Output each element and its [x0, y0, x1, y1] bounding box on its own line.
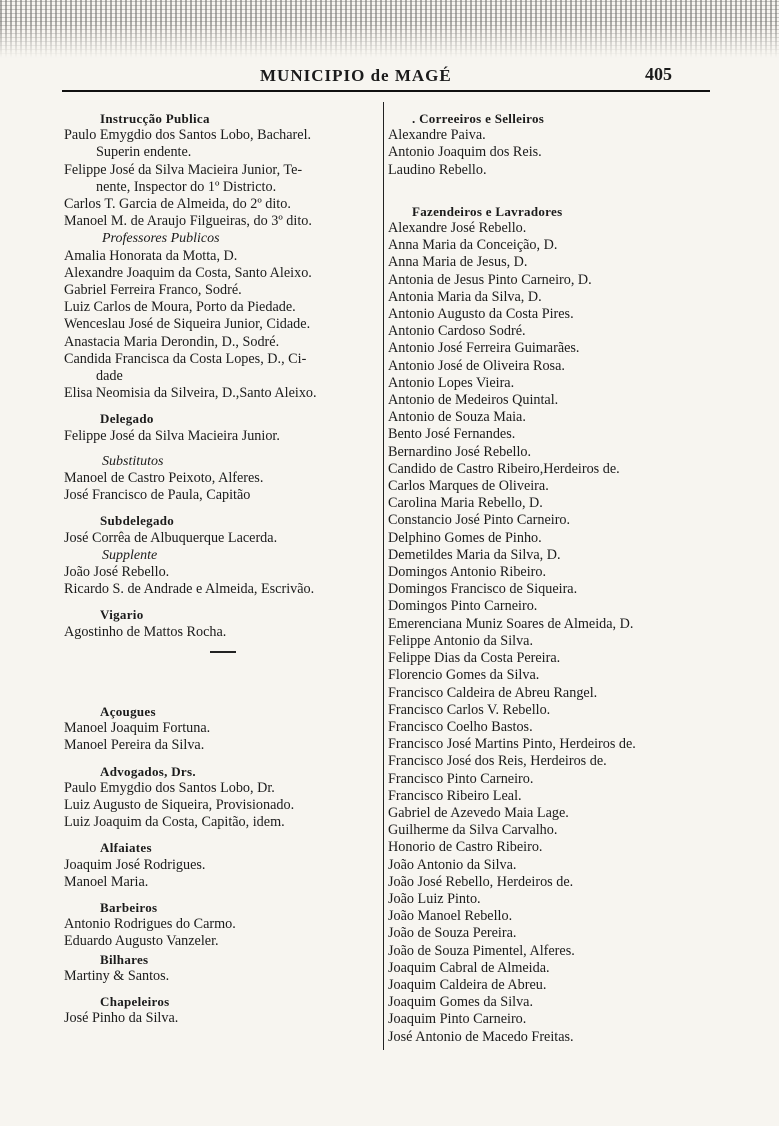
list-item: Agostinho de Mattos Rocha. [64, 623, 227, 640]
list-item: Martiny & Santos. [64, 967, 170, 984]
header-rule [62, 90, 710, 92]
list-item: Felippe José da Silva Macieira Junior. [64, 427, 280, 444]
list-item: Bernardino José Rebello. [388, 443, 532, 460]
list-item: Paulo Emygdio dos Santos Lobo, Bacharel. Superin endente. [64, 127, 312, 161]
list-item: Domingos Antonio Ribeiro. [388, 564, 547, 581]
list-item: Anna Maria da Conceição, D. [388, 237, 558, 254]
list-item: Antonia de Jesus Pinto Carneiro, D. [388, 271, 592, 288]
correeiros-list [388, 127, 718, 179]
list-item: Manoel Joaquim Fortuna. [64, 720, 211, 737]
list-item: José Antonio de Macedo Freitas. [388, 1028, 574, 1045]
list-item: João José Rebello, Herdeiros de. [388, 873, 574, 890]
list-item: Anna Maria de Jesus, D. [388, 254, 528, 271]
section-heading: Bilhares [100, 951, 149, 967]
list-item: Ricardo S. de Andrade e Almeida, Escrivão. [64, 581, 315, 598]
right-column [388, 110, 718, 1046]
list-item: Demetildes Maria da Silva, D. [388, 546, 561, 563]
list-item: Paulo Emygdio dos Santos Lobo, Dr. [64, 779, 275, 796]
sub-heading: Supplente [102, 547, 158, 563]
list-item: Felippe José da Silva Macieira Junior, Te- nente, Inspector do 1º Districto. [64, 161, 303, 195]
list-item: Joaquim Pinto Carneiro. [388, 1011, 527, 1028]
list-item: Manoel M. de Araujo Filgueiras, do 3º dito. [64, 213, 312, 230]
scan-noise [0, 0, 779, 58]
list-item: José Francisco de Paula, Capitão [64, 487, 251, 504]
list-item: Antonio de Medeiros Quintal. [388, 392, 559, 409]
list-item: Francisco Carlos V. Rebello. [388, 701, 551, 718]
section-heading: Vigario [100, 607, 144, 623]
list-item: Elisa Neomisia da Silveira, D.,Santo Aleixo. [64, 385, 317, 402]
list-item: João Luiz Pinto. [388, 890, 481, 907]
list-item: Manoel de Castro Peixoto, Alferes. [64, 470, 264, 487]
section-heading: Delegado [100, 411, 154, 427]
list-item: José Pinho da Silva. [64, 1010, 179, 1027]
list-item: Amalia Honorata da Motta, D. [64, 247, 238, 264]
list-item: Francisco Ribeiro Leal. [388, 787, 522, 804]
section-heading: Barbeiros [100, 899, 158, 915]
section-heading: Açougues [100, 703, 156, 719]
list-item: Wenceslau José de Siqueira Junior, Cidade. [64, 316, 311, 333]
list-item: Emerenciana Muniz Soares de Almeida, D. [388, 615, 634, 632]
section-heading: Fazendeiros e Lavradores [412, 203, 563, 219]
list-item: Francisco Pinto Carneiro. [388, 770, 534, 787]
list-item: Joaquim Gomes da Silva. [388, 994, 534, 1011]
list-item: Candida Francisca da Costa Lopes, D., Ci- dade [64, 350, 307, 385]
list-item: Antonio de Souza Maia. [388, 409, 526, 426]
list-item: Manoel Pereira da Silva. [64, 737, 205, 754]
list-item: Laudino Rebello. [388, 161, 487, 178]
list-item: Joaquim Caldeira de Abreu. [388, 976, 547, 993]
list-item: Guilherme da Silva Carvalho. [388, 822, 558, 839]
list-item: Alexandre Paiva. [388, 127, 486, 144]
list-item: Antonia Maria da Silva, D. [388, 288, 542, 305]
list-item: Domingos Francisco de Siqueira. [388, 581, 578, 598]
section-heading: Advogados, Drs. [100, 763, 196, 779]
list-item: Alexandre José Rebello. [388, 220, 527, 237]
running-head: MUNICIPIO de MAGÉ [260, 66, 452, 85]
list-item: Delphino Gomes de Pinho. [388, 529, 542, 546]
list-item: Francisco José Martins Pinto, Herdeiros de. [388, 736, 636, 753]
list-item: Honorio de Castro Ribeiro. [388, 839, 543, 856]
section-heading: Instrucção Publica [100, 111, 210, 126]
list-item: João José Rebello. [64, 564, 170, 581]
list-item: Carolina Maria Rebello, D. [388, 495, 543, 512]
section-heading: Subdelegado [100, 513, 175, 529]
list-item: Gabriel Ferreira Franco, Sodré. [64, 282, 242, 299]
sub-heading: Substitutos [102, 453, 164, 469]
list-item: Felippe Dias da Costa Pereira. [388, 650, 561, 667]
list-item: João de Souza Pimentel, Alferes. [388, 942, 575, 959]
list-item: João Antonio da Silva. [388, 856, 517, 873]
fazendeiros-list [388, 220, 718, 1046]
list-item: Florencio Gomes da Silva. [388, 667, 540, 684]
list-item: Antonio José de Oliveira Rosa. [388, 357, 565, 374]
list-item: Antonio José Ferreira Guimarães. [388, 340, 580, 357]
list-item: Bento José Fernandes. [388, 426, 516, 443]
list-item: Manoel Maria. [64, 873, 149, 890]
list-item: Joaquim Cabral de Almeida. [388, 959, 550, 976]
list-item: João de Souza Pereira. [388, 925, 517, 942]
list-item: Eduardo Augusto Vanzeler. [64, 933, 219, 950]
left-column [64, 110, 382, 1027]
list-item: Carlos Marques de Oliveira. [388, 478, 549, 495]
list-item: Candido de Castro Ribeiro,Herdeiros de. [388, 460, 620, 477]
list-item: Joaquim José Rodrigues. [64, 856, 206, 873]
list-item: José Corrêa de Albuquerque Lacerda. [64, 529, 278, 546]
list-item: Luiz Augusto de Siqueira, Provisionado. [64, 796, 295, 813]
list-item: Francisco Caldeira de Abreu Rangel. [388, 684, 598, 701]
list-item: Carlos T. Garcia de Almeida, do 2º dito. [64, 196, 291, 213]
list-item: Antonio Rodrigues do Carmo. [64, 916, 236, 933]
list-item: Constancio José Pinto Carneiro. [388, 512, 571, 529]
list-item: Antonio Joaquim dos Reis. [388, 144, 542, 161]
list-item: Antonio Lopes Vieira. [388, 374, 515, 391]
section-heading: . Correeiros e Selleiros [412, 111, 545, 126]
list-item: Francisco Coelho Bastos. [388, 718, 533, 735]
list-item: Domingos Pinto Carneiro. [388, 598, 538, 615]
list-item: Antonio Cardoso Sodré. [388, 323, 526, 340]
list-item: Alexandre Joaquim da Costa, Santo Aleixo. [64, 264, 312, 281]
list-item: Antonio Augusto da Costa Pires. [388, 306, 574, 323]
list-item: Luiz Joaquim da Costa, Capitão, idem. [64, 814, 285, 831]
section-heading: Alfaiates [100, 840, 152, 856]
list-item: Francisco José dos Reis, Herdeiros de. [388, 753, 607, 770]
list-item: Felippe Antonio da Silva. [388, 632, 534, 649]
list-item: João Manoel Rebello. [388, 908, 513, 925]
list-item: Luiz Carlos de Moura, Porto da Piedade. [64, 299, 296, 316]
section-heading: Chapeleiros [100, 993, 170, 1009]
page-number: 405 [645, 64, 672, 84]
column-divider [383, 102, 384, 1050]
list-item: Anastacia Maria Derondin, D., Sodré. [64, 333, 280, 350]
sub-heading: Professores Publicos [102, 231, 220, 247]
list-item: Gabriel de Azevedo Maia Lage. [388, 804, 569, 821]
